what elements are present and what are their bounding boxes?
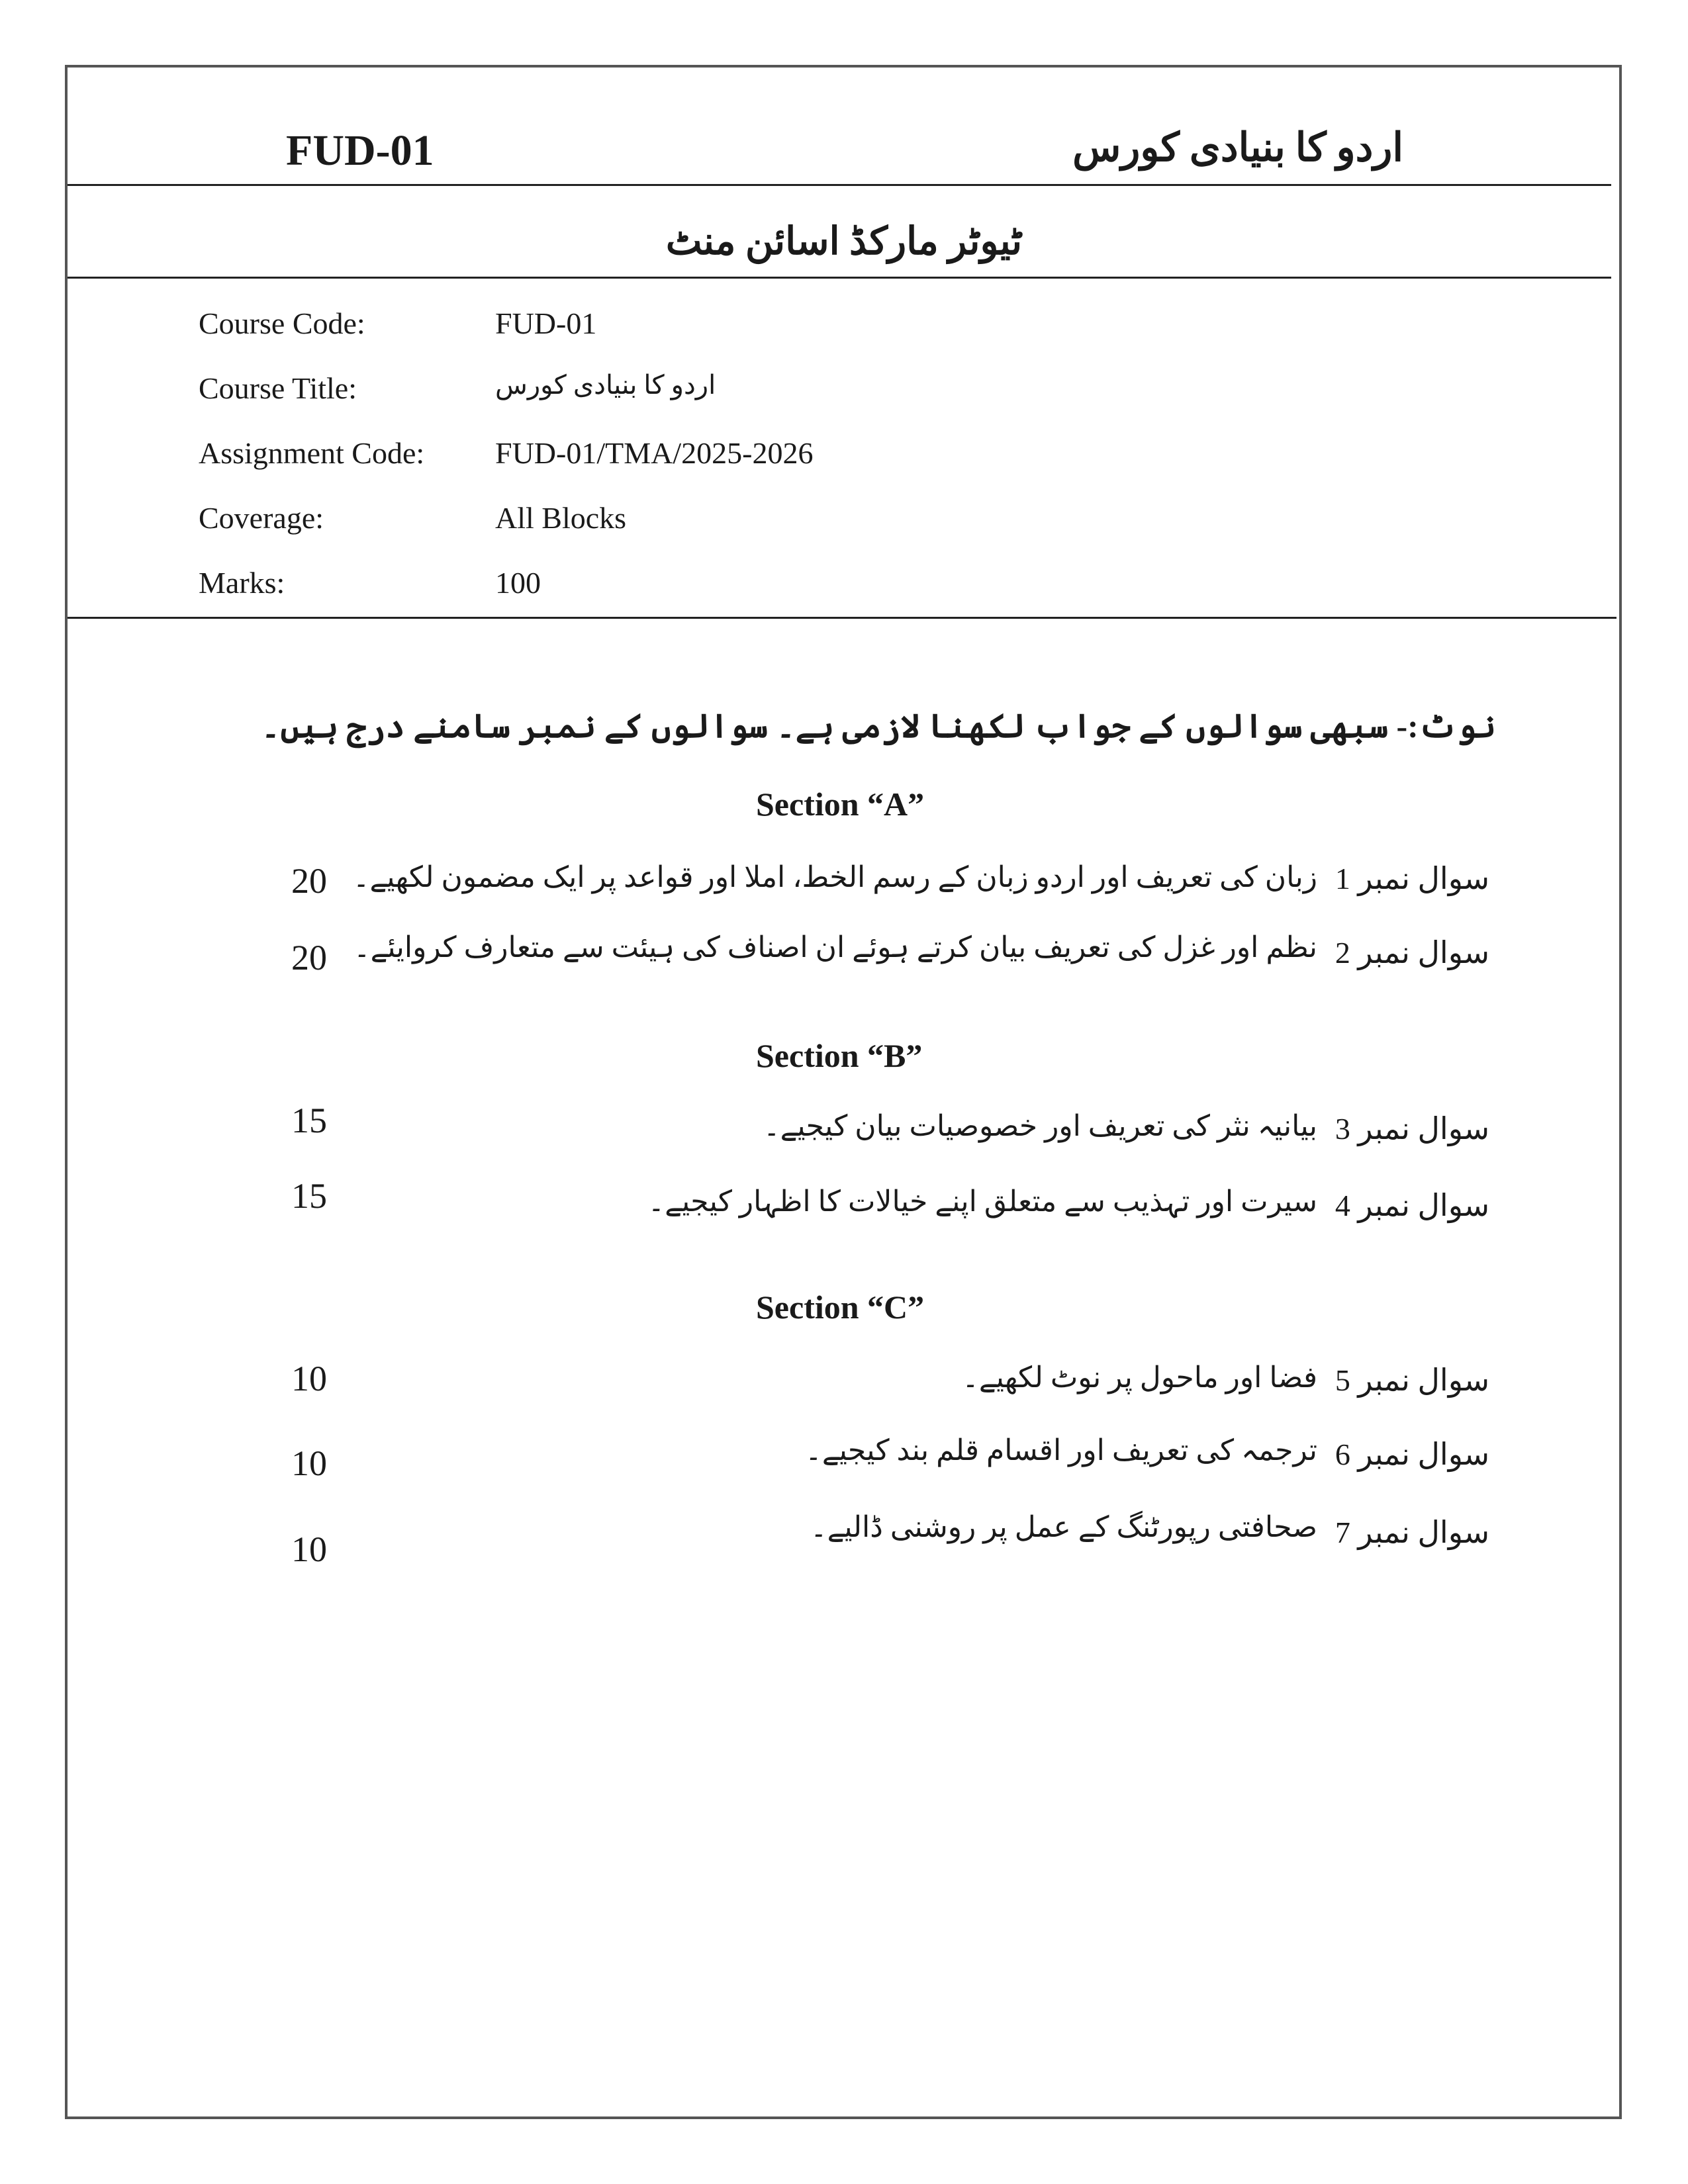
question-marks: 10 (291, 1529, 327, 1569)
meta-value-marks: 100 (495, 566, 541, 600)
question-text: ترجمہ کی تعریف اور اقسام قلم بند کیجیے۔ (805, 1434, 1317, 1467)
meta-label-coverage: Coverage: (199, 501, 324, 535)
section-a-heading: Section “A” (756, 786, 925, 823)
meta-label-assignment-code: Assignment Code: (199, 436, 425, 470)
question-text: سیرت اور تہذیب سے متعلق اپنے خیالات کا اظہار کیجیے۔ (647, 1185, 1317, 1218)
question-marks: 15 (291, 1101, 327, 1140)
question-text: فضا اور ماحول پر نوٹ لکھیے۔ (962, 1361, 1317, 1394)
section-b-heading: Section “B” (756, 1037, 923, 1074)
question-number: سوال نمبر 5 (1335, 1363, 1489, 1397)
meta-label-course-code: Course Code: (199, 306, 365, 340)
question-text: زبان کی تعریف اور اردو زبان کے رسم الخط، املا اور قواعد پر ایک مضمون لکھیے۔ (352, 861, 1317, 893)
meta-value-course-code: FUD-01 (495, 306, 597, 340)
question-text: نظم اور غزل کی تعریف بیان کرتے ہوئے ان اصناف کی ہیئت سے متعارف کروایئے۔ (353, 931, 1317, 964)
question-number: سوال نمبر 2 (1335, 936, 1489, 970)
meta-value-coverage: All Blocks (495, 501, 627, 535)
header-course-title: اردو کا بنیادی کورس (1072, 126, 1403, 169)
question-marks: 20 (291, 938, 327, 978)
question-marks: 10 (291, 1359, 327, 1398)
meta-value-course-title: اردو کا بنیادی کورس (495, 370, 716, 400)
question-number: سوال نمبر 3 (1335, 1112, 1489, 1146)
question-marks: 15 (291, 1176, 327, 1216)
question-text: صحافتی رپورٹنگ کے عمل پر روشنی ڈالیے۔ (810, 1511, 1317, 1543)
section-c-heading: Section “C” (756, 1289, 925, 1326)
question-number: سوال نمبر 4 (1335, 1189, 1489, 1222)
meta-divider (68, 617, 1617, 619)
question-number: سوال نمبر 6 (1335, 1437, 1489, 1471)
question-text: بیانیہ نثر کی تعریف اور خصوصیات بیان کیجیے۔ (763, 1110, 1317, 1142)
meta-label-marks: Marks: (199, 566, 285, 600)
title-divider (68, 277, 1611, 279)
question-marks: 20 (291, 861, 327, 901)
instructions-note: نوٹ:- سبھی سوالوں کے جواب لکھنا لازمی ہے۔ سوالوں کے نمبر سامنے درج ہیں۔ (261, 707, 1496, 745)
meta-label-course-title: Course Title: (199, 371, 357, 405)
question-marks: 10 (291, 1443, 327, 1483)
assignment-title: ٹیوٹر مارکڈ اسائن منٹ (665, 220, 1023, 263)
header-course-code: FUD-01 (286, 126, 434, 175)
question-number: سوال نمبر 1 (1335, 862, 1489, 895)
question-number: سوال نمبر 7 (1335, 1516, 1489, 1549)
header-divider (68, 184, 1611, 186)
meta-value-assignment-code: FUD-01/TMA/2025-2026 (495, 436, 814, 470)
